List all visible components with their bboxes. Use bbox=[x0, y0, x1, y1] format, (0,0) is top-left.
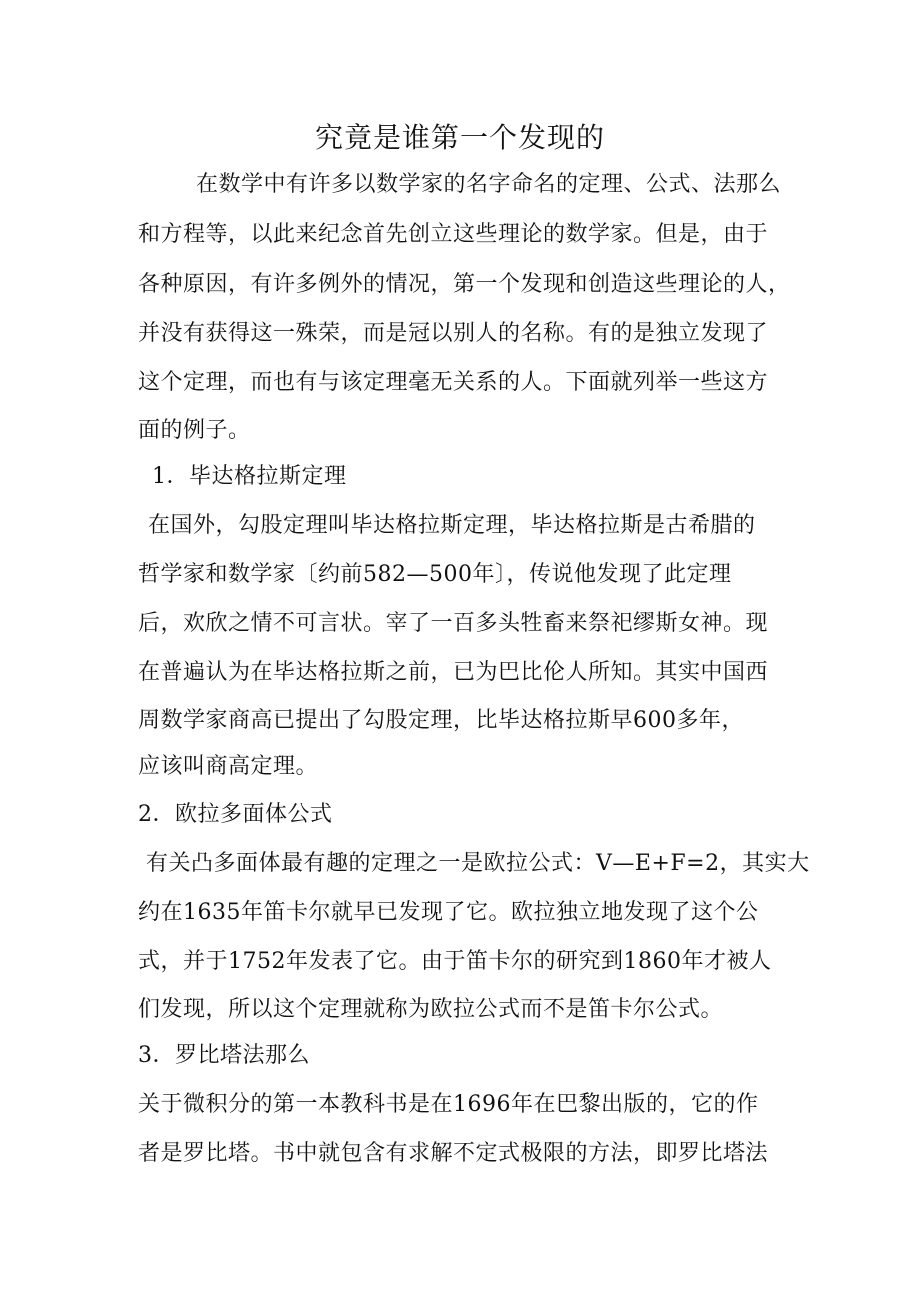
paragraph-line: 并没有获得这一殊荣，而是冠以别人的名称。有的是独立发现了 bbox=[138, 321, 769, 346]
page-title: 究竟是谁第一个发现的 bbox=[314, 121, 605, 154]
paragraph-line: 和方程等，以此来纪念首先创立这些理论的数学家。但是，由于 bbox=[138, 222, 769, 247]
paragraph-line: 应该叫商高定理。 bbox=[138, 754, 319, 779]
paragraph-line: 有关凸多面体最有趣的定理之一是欧拉公式：V—E+F=2，其实大 bbox=[146, 851, 810, 876]
paragraph-line: 面的例子。 bbox=[138, 418, 251, 443]
paragraph-line: 各种原因，有许多例外的情况，第一个发现和创造这些理论的人， bbox=[138, 272, 791, 297]
paragraph-line: 在普遍认为在毕达格拉斯之前，已为巴比伦人所知。其实中国西 bbox=[138, 660, 769, 685]
section-heading: 3．罗比塔法那么 bbox=[138, 1043, 310, 1068]
paragraph-line: 约在1635年笛卡尔就早已发现了它。欧拉独立地发现了这个公 bbox=[138, 900, 759, 925]
paragraph-line: 在数学中有许多以数学家的名字命名的定理、公式、法那么 bbox=[196, 172, 782, 197]
paragraph-line: 哲学家和数学家〔约前582—500年〕，传说他发现了此定理 bbox=[138, 562, 732, 587]
paragraph-line: 后，欢欣之情不可言状。宰了一百多头牲畜来祭祀缪斯女神。现 bbox=[138, 611, 769, 636]
paragraph-line: 关于微积分的第一本教科书是在1696年在巴黎出版的，它的作 bbox=[138, 1092, 759, 1117]
section-heading: 1．毕达格拉斯定理 bbox=[152, 464, 347, 489]
paragraph-line: 这个定理，而也有与该定理毫无关系的人。下面就列举一些这方 bbox=[138, 370, 769, 395]
paragraph-line: 在国外，勾股定理叫毕达格拉斯定理，毕达格拉斯是古希腊的 bbox=[148, 513, 756, 538]
paragraph-line: 周数学家商高已提出了勾股定理，比毕达格拉斯早600多年， bbox=[138, 708, 744, 733]
section-heading: 2．欧拉多面体公式 bbox=[138, 802, 333, 827]
paragraph-line: 们发现，所以这个定理就称为欧拉公式而不是笛卡尔公式。 bbox=[138, 997, 724, 1022]
paragraph-line: 式，并于1752年发表了它。由于笛卡尔的研究到1860年才被人 bbox=[138, 949, 772, 974]
paragraph-line: 者是罗比塔。书中就包含有求解不定式极限的方法，即罗比塔法 bbox=[138, 1141, 769, 1166]
